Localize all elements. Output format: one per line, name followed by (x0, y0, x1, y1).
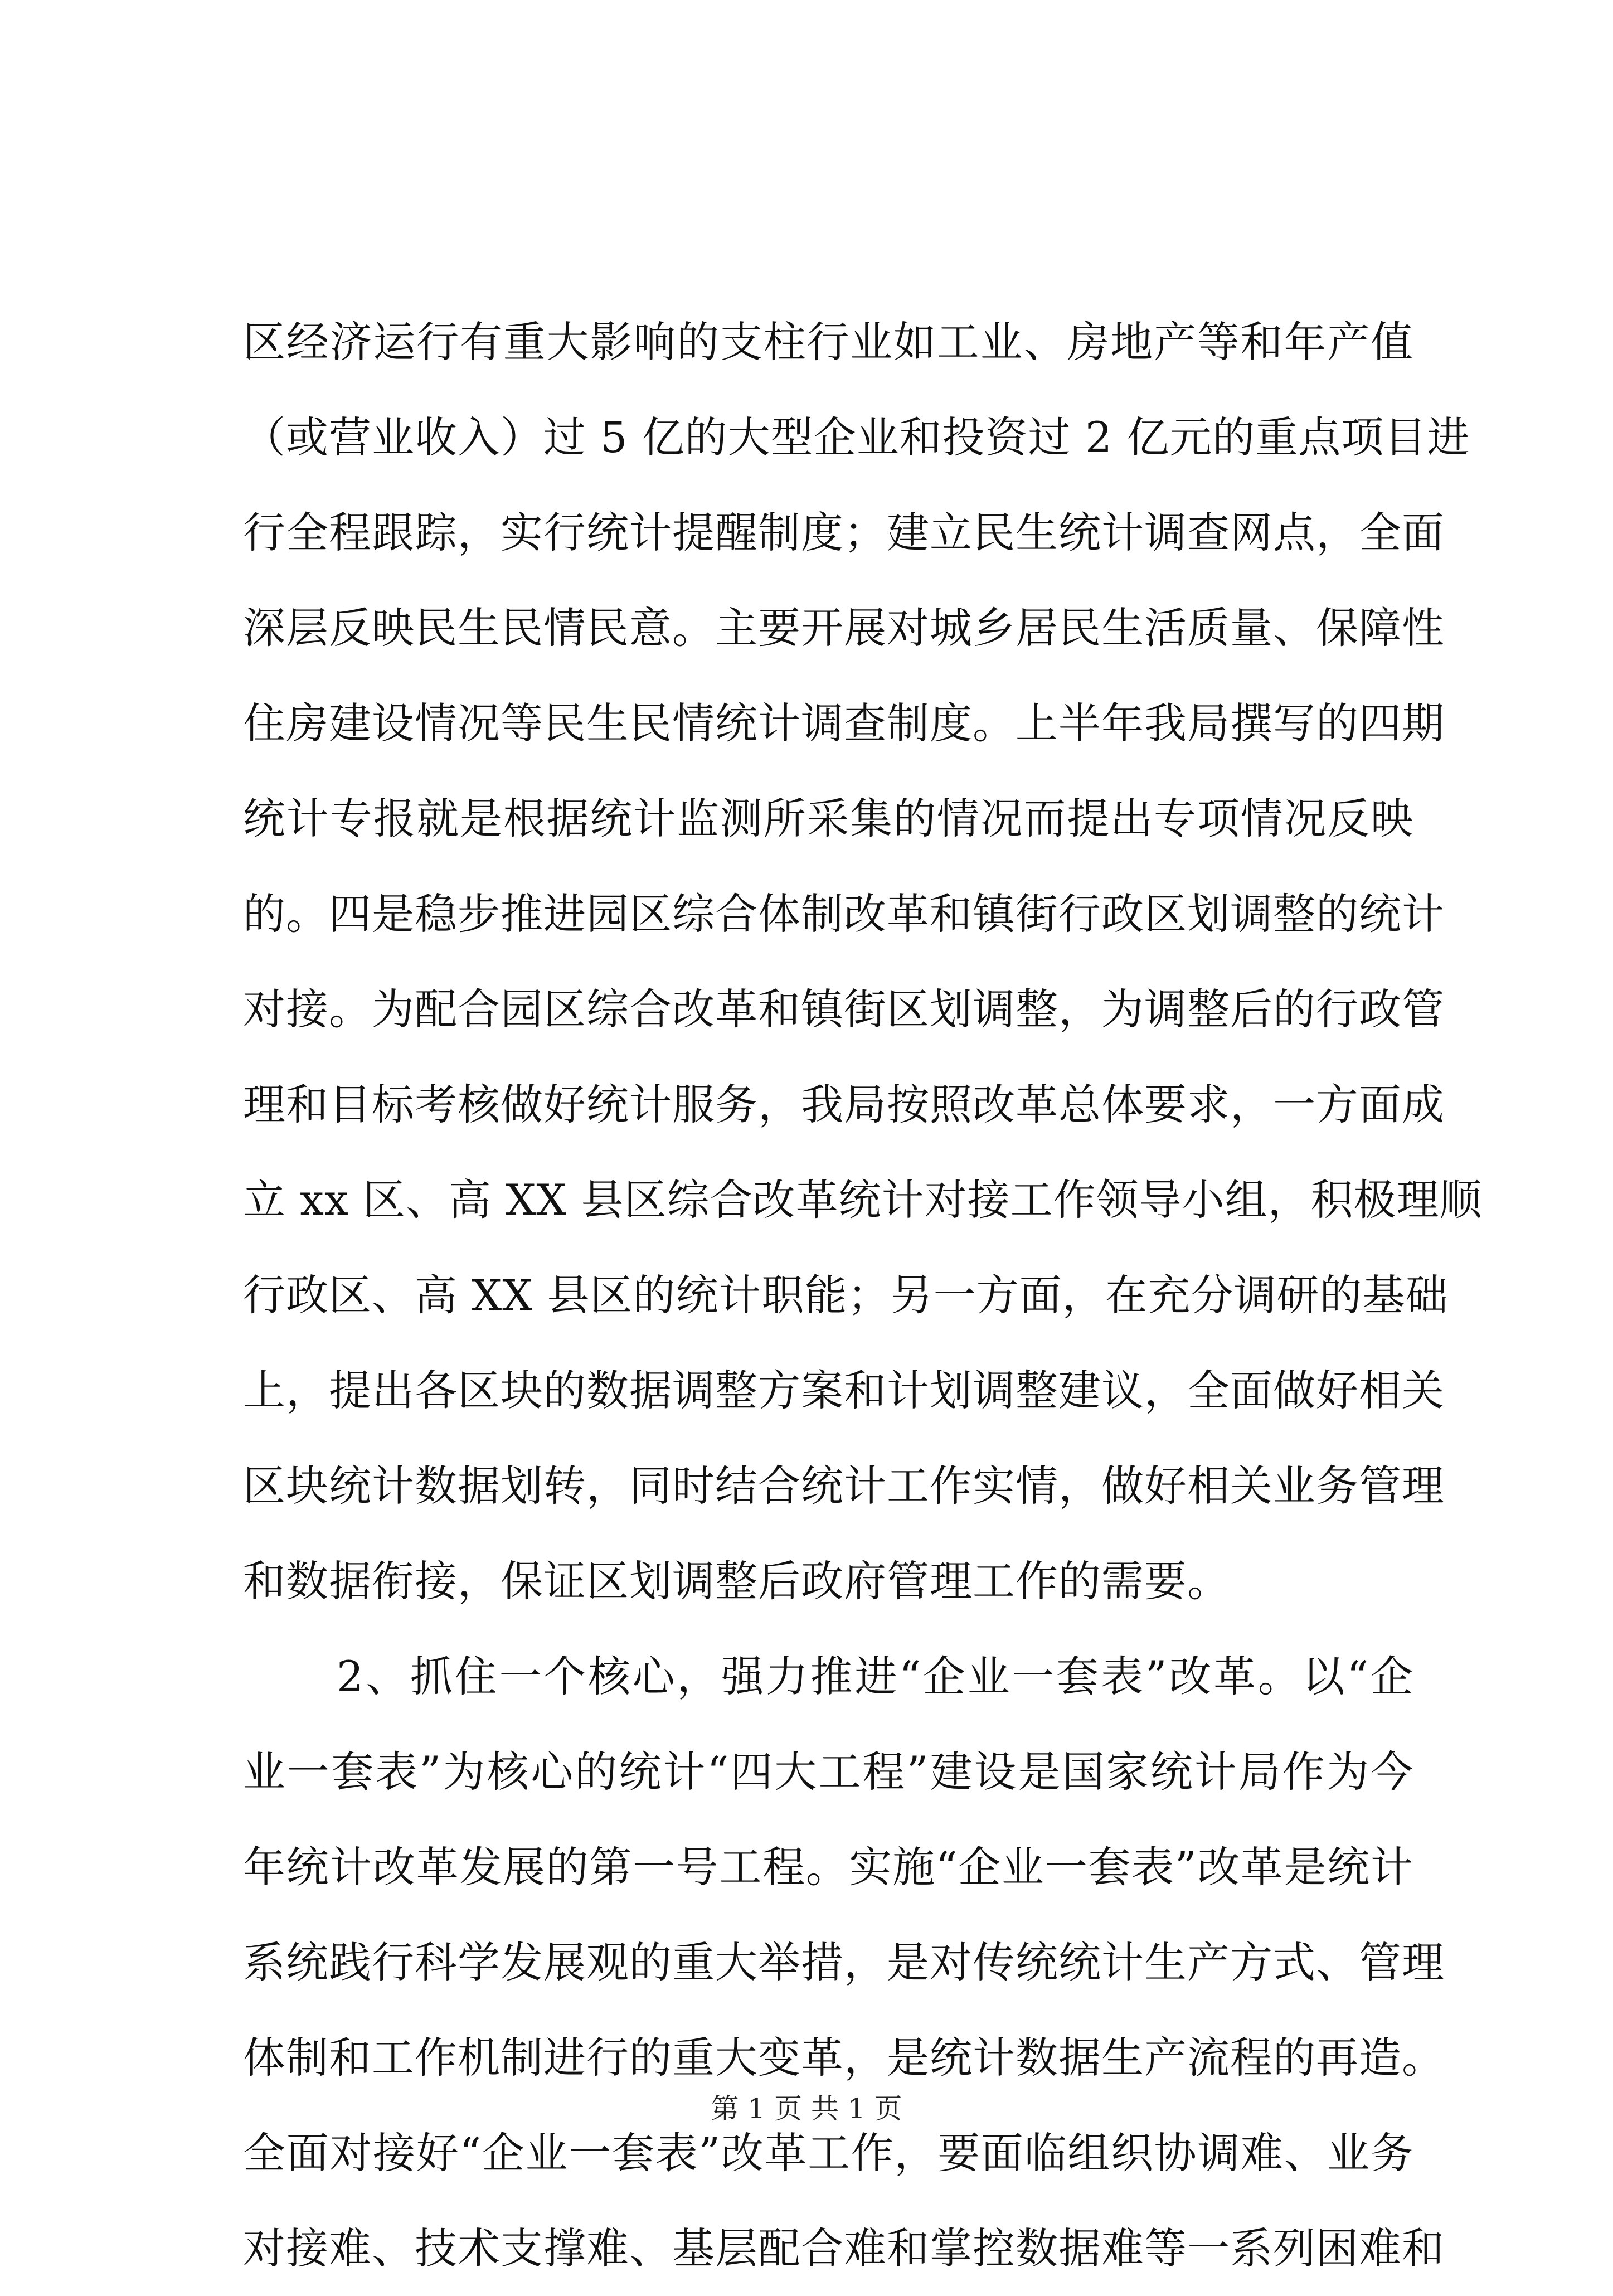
text-line: 和数据衔接，保证区划调整后政府管理工作的需要。 (243, 1556, 1230, 1606)
text-line: 全面对接好“企业一套表”改革工作，要面临组织协调难、业务 (243, 2128, 1413, 2178)
text-line: 区经济运行有重大影响的支柱行业如工业、房地产等和年产值 (243, 317, 1413, 367)
text-line: 对接。为配合园区综合改革和镇街区划调整，为调整后的行政管 (243, 984, 1445, 1034)
text-line: 理和目标考核做好统计服务，我局按照改革总体要求，一方面成 (243, 1080, 1445, 1129)
text-line: 系统践行科学发展观的重大举措，是对传统统计生产方式、管理 (243, 1938, 1445, 1987)
text-line: 体制和工作机制进行的重大变革，是统计数据生产流程的再造。 (243, 2033, 1445, 2083)
document-body (243, 294, 1483, 2296)
text-line-indented: 2、抓住一个核心，强力推进“企业一套表”改革。以“企 (337, 1652, 1413, 1701)
text-line: 上，提出各区块的数据调整方案和计划调整建议，全面做好相关 (243, 1366, 1445, 1415)
text-line: 住房建设情况等民生民情统计调查制度。上半年我局撰写的四期 (243, 698, 1445, 748)
text-line: 对接难、技术支撑难、基层配合难和掌控数据难等一系列困难和 (243, 2224, 1445, 2273)
page-number-footer: 第 1 页 共 1 页 (711, 2093, 902, 2125)
text-line: 行政区、高 XX 县区的统计职能；另一方面，在充分调研的基础 (243, 1270, 1449, 1320)
text-line: 年统计改革发展的第一号工程。实施“企业一套表”改革是统计 (243, 1842, 1413, 1892)
text-line: 立 xx 区、高 XX 县区综合改革统计对接工作领导小组，积极理顺 (243, 1175, 1483, 1225)
text-line: 统计专报就是根据统计监测所采集的情况而提出专项情况反映 (243, 794, 1413, 843)
text-line: 深层反映民生民情民意。主要开展对城乡居民生活质量、保障性 (243, 603, 1445, 653)
text-line: 区块统计数据划转，同时结合统计工作实情，做好相关业务管理 (243, 1461, 1445, 1511)
text-line: 业一套表”为核心的统计“四大工程”建设是国家统计局作为今 (243, 1747, 1413, 1797)
text-line: （或营业收入）过 5 亿的大型企业和投资过 2 亿元的重点项目进 (243, 412, 1470, 462)
text-line: 的。四是稳步推进园区综合体制改革和镇街行政区划调整的统计 (243, 889, 1445, 939)
text-line: 行全程跟踪，实行统计提醒制度；建立民生统计调查网点，全面 (243, 508, 1445, 557)
